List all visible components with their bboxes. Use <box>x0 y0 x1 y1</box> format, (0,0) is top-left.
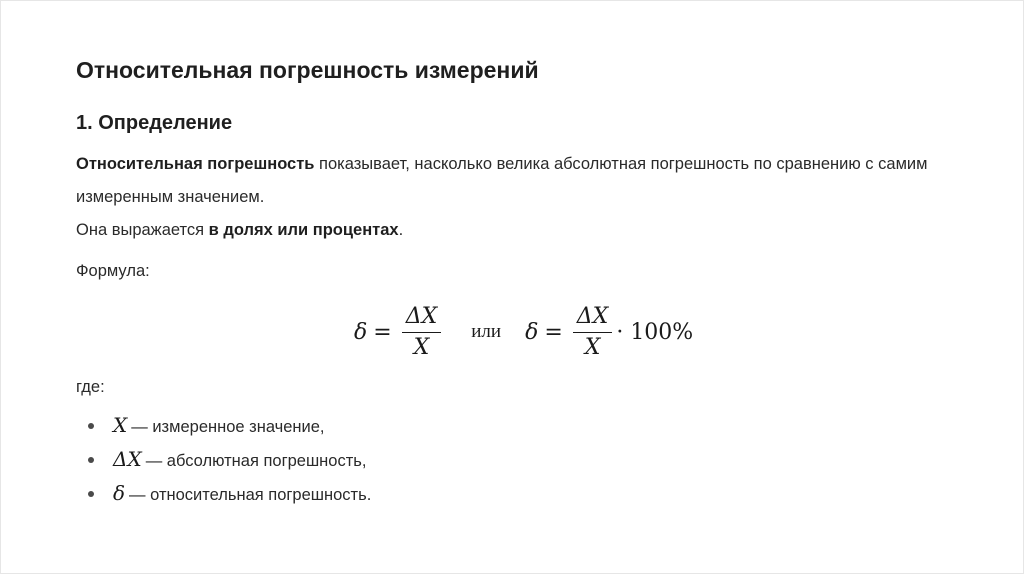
list-item <box>76 442 371 476</box>
formula-label: Формула: <box>76 262 150 280</box>
bullet-icon <box>88 423 94 429</box>
list-item <box>76 476 371 510</box>
formula-numerator-2: ΔX <box>573 304 613 333</box>
formula-fraction-2 <box>573 304 613 361</box>
item-symbol: ΔX <box>113 447 142 471</box>
list-item <box>76 408 371 442</box>
formula-fraction <box>402 304 442 361</box>
item-text: — абсолютная погрешность, <box>145 452 367 470</box>
item-symbol: δ <box>113 481 126 505</box>
definitions-list <box>76 408 371 510</box>
definition-term: Относительная погрешность <box>76 155 315 173</box>
formula-multiplier: · 100% <box>616 319 694 345</box>
section-heading: 1. Определение <box>76 112 233 134</box>
expression-bold: в долях или процентах <box>208 221 399 239</box>
bullet-icon <box>88 491 94 497</box>
where-label: где: <box>76 378 105 396</box>
item-symbol: X <box>113 413 128 437</box>
item-text: — измеренное значение, <box>131 418 325 436</box>
formula-equals: = <box>373 319 392 345</box>
expression-suffix: . <box>398 221 404 239</box>
formula-numerator: ΔX <box>402 304 442 333</box>
definition-paragraph <box>76 148 976 247</box>
formula-denominator-2: X <box>584 334 601 360</box>
expression-prefix: Она выражается <box>76 221 209 239</box>
formula-equals-2: = <box>544 319 563 345</box>
bullet-icon <box>88 457 94 463</box>
formula-denominator: X <box>413 334 430 360</box>
definition-text: показывает, насколько велика абсолютная погрешность по сравнению с самим измеренным значением. <box>76 155 928 206</box>
formula <box>354 302 693 362</box>
formula-lhs: δ <box>354 319 368 345</box>
formula-or: или <box>471 321 502 342</box>
item-text: — относительная погрешность. <box>129 486 372 504</box>
slide-content <box>76 52 976 505</box>
page-title: Относительная погрешность измерений <box>76 57 539 83</box>
formula-lhs-2: δ <box>525 319 539 345</box>
